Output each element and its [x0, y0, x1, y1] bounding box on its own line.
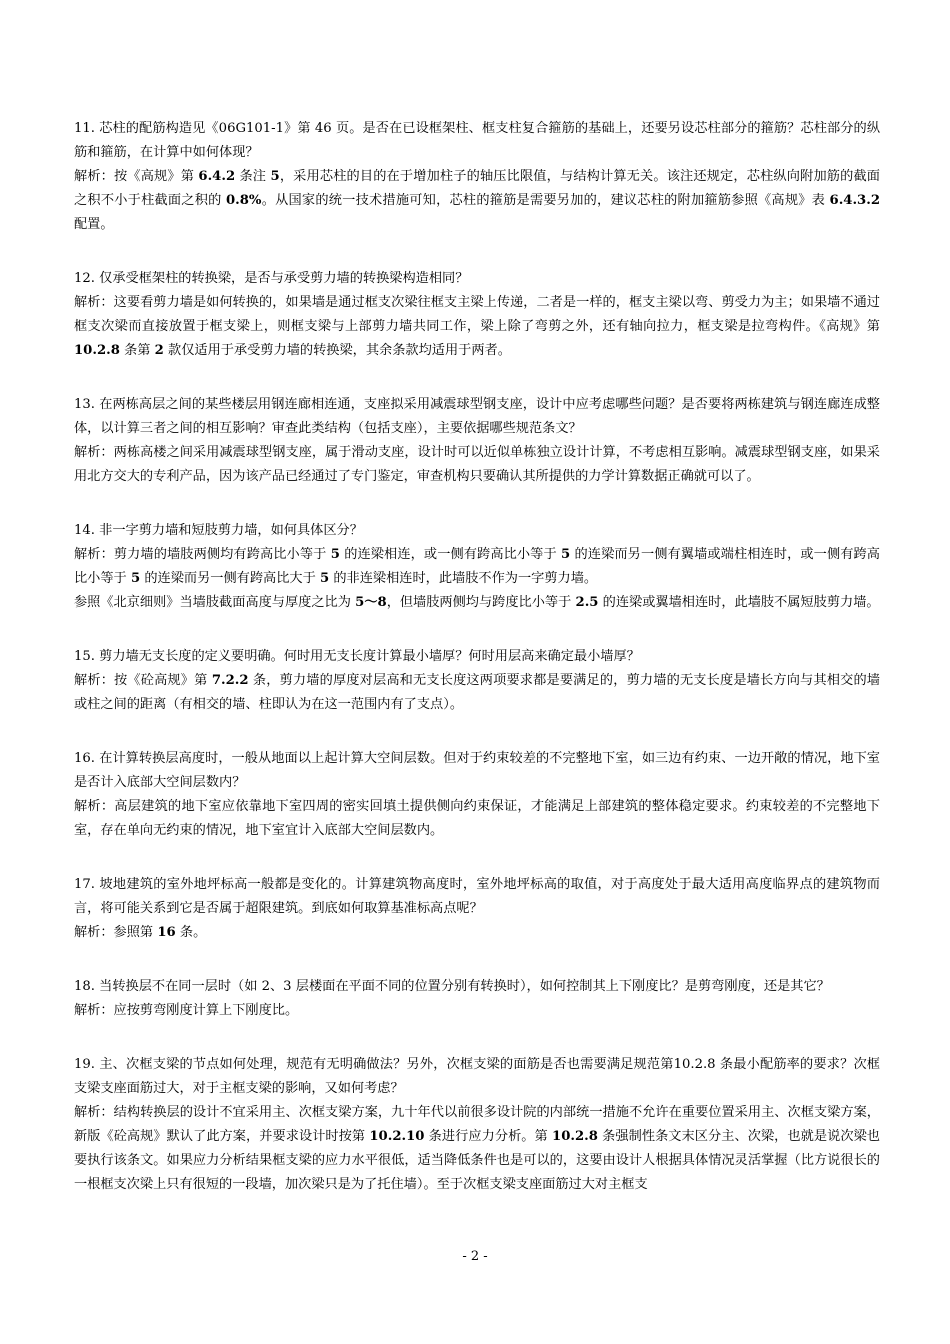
- bold-run: 2.5: [575, 595, 599, 610]
- text-run: 配置。: [74, 217, 114, 232]
- qa-block: [74, 975, 880, 1023]
- text-run: 解析：这要看剪力墙是如何转换的，如果墙是通过框支次梁往框支主梁上传递，二者是一样的，框支主梁以弯、剪受力为主；如果墙不通过框支次梁而直接放置于框支梁上，则框支梁与上部剪力墙共同工作，梁上除了弯剪之外，还有轴向拉力，框支梁是拉弯构件。《高规》第: [74, 295, 880, 334]
- question-text: [74, 747, 880, 795]
- bold-run: 5: [330, 547, 340, 562]
- text-run: 15. 剪力墙无支长度的定义要明确。何时用无支长度计算最小墙厚？何时用层高来确定最小墙厚？: [74, 649, 640, 664]
- text-run: 18. 当转换层不在同一层时（如 2、3 层楼面在平面不同的位置分别有转换时），如何控制其上下刚度比？是剪弯刚度，还是其它？: [74, 979, 830, 994]
- bold-run: 10.2.8: [74, 343, 120, 358]
- text-run: 条第: [119, 343, 155, 358]
- page-number: - 2 -: [462, 1249, 488, 1264]
- qa-block: [74, 747, 880, 843]
- bold-run: 6.4.3.2: [829, 193, 880, 208]
- text-run: 条强制性条文末区分主、次梁，也就是说次梁也要执行该条文。如果应力分析结果框支梁的应力水平很低，适当降低条件也是可以的，这要由设计人根据具体情况灵活掌握（比方说很长的一根框支次梁上只有很短的一段墙，加次梁只是为了托住墙）。至于次框支梁支座面筋过大对主框支: [74, 1129, 880, 1192]
- bold-run: 2: [154, 343, 164, 358]
- text-run: 解析：应按剪弯刚度计算上下刚度比。: [74, 1003, 299, 1018]
- text-run: ，采用芯柱的目的在于增加柱子的轴压比限值，与结构计算无关。该注还规定，芯柱纵向附加筋的截面之积不小于柱截面之积的: [74, 169, 880, 208]
- qa-block: [74, 393, 880, 489]
- text-run: 解析：高层建筑的地下室应依靠地下室四周的密实回填土提供侧向约束保证，才能满足上部建筑的整体稳定要求。约束较差的不完整地下室，存在单向无约束的情况，地下室宜计入底部大空间层数内。: [74, 799, 880, 838]
- bold-run: 5: [130, 571, 141, 586]
- text-run: 的连梁而另一侧有跨高比大于: [140, 571, 320, 586]
- question-text: [74, 975, 880, 999]
- text-run: 条注: [235, 169, 271, 184]
- question-text: [74, 519, 880, 543]
- qa-block: [74, 873, 880, 945]
- answer-text: [74, 165, 880, 237]
- text-run: 解析：按《高规》第: [74, 169, 199, 184]
- text-run: ，但墙肢两侧均与跨度比小等于: [386, 595, 576, 610]
- qa-block: [74, 1053, 880, 1197]
- bold-run: 7.2.2: [211, 673, 249, 688]
- text-run: 条，剪力墙的厚度对层高和无支长度这两项要求都是要满足的，剪力墙的无支长度是墙长方向与其相交的墙或柱之间的距离（有相交的墙、柱即认为在这一范围内有了支点）。: [74, 673, 880, 712]
- bold-run: 10.2.10: [369, 1129, 425, 1144]
- text-run: 解析：剪力墙的墙肢两侧均有跨高比小等于: [74, 547, 331, 562]
- question-text: [74, 117, 880, 165]
- document-body: [74, 117, 880, 1227]
- qa-block: [74, 267, 880, 363]
- text-run: 解析：按《砼高规》第: [74, 673, 212, 688]
- question-text: [74, 267, 880, 291]
- text-run: 条进行应力分析。第: [424, 1129, 553, 1144]
- bold-run: 5: [561, 547, 571, 562]
- text-run: 17. 坡地建筑的室外地坪标高一般都是变化的。计算建筑物高度时，室外地坪标高的取值，对于高度处于最大适用高度临界点的建筑物而言，将可能关系到它是否属于超限建筑。到底如何取算基准标高点呢？: [74, 877, 880, 916]
- answer-text: [74, 591, 880, 615]
- qa-block: [74, 117, 880, 237]
- text-run: 款仅适用于承受剪力墙的转换梁，其余条款均适用于两者。: [163, 343, 511, 358]
- answer-text: [74, 543, 880, 591]
- question-text: [74, 393, 880, 441]
- bold-run: 6.4.2: [198, 169, 236, 184]
- answer-text: [74, 291, 880, 363]
- question-text: [74, 645, 880, 669]
- answer-text: [74, 441, 880, 489]
- text-run: 的非连梁相连时，此墙肢不作为一字剪力墙。: [329, 571, 598, 586]
- bold-run: 5: [270, 169, 280, 184]
- question-text: [74, 1053, 880, 1101]
- answer-text: [74, 669, 880, 717]
- qa-block: [74, 645, 880, 717]
- answer-text: [74, 1101, 880, 1197]
- text-run: 条。: [175, 925, 207, 940]
- text-run: 13. 在两栋高层之间的某些楼层用钢连廊相连通，支座拟采用减震球型钢支座，设计中应考虑哪些问题？是否要将两栋建筑与钢连廊连成整体，以计算三者之间的相互影响？审查此类结构（包括支座），主要依据哪些规范条文？: [74, 397, 880, 436]
- bold-run: 0.8%: [225, 193, 262, 208]
- bold-run: 5: [319, 571, 330, 586]
- text-run: 16. 在计算转换层高度时，一般从地面以上起计算大空间层数。但对于约束较差的不完整地下室，如三边有约束、一边开敞的情况，地下室是否计入底部大空间层数内？: [74, 751, 880, 790]
- text-run: 11. 芯柱的配筋构造见《06G101-1》第 46 页。是否在已设框架柱、框支柱复合箍筋的基础上，还要另设芯柱部分的箍筋？芯柱部分的纵筋和箍筋，在计算中如何体现？: [74, 121, 881, 160]
- text-run: 的连梁而另一侧有翼墙或端柱相连时，或一侧有跨高比小等于: [74, 547, 880, 586]
- text-run: 14. 非一字剪力墙和短肢剪力墙，如何具体区分？: [74, 523, 363, 538]
- question-text: [74, 873, 880, 921]
- text-run: 解析：参照第: [74, 925, 158, 940]
- text-run: 的连梁或翼墙相连时，此墙肢不属短肢剪力墙。: [598, 595, 880, 610]
- answer-text: [74, 999, 880, 1023]
- text-run: 解析：两栋高楼之间采用减震球型钢支座，属于滑动支座，设计时可以近似单栋独立设计计算，不考虑相互影响。减震球型钢支座，如果采用北方交大的专利产品，因为该产品已经通过了专门鉴定，审查机构只要确认其所提供的力学计算数据正确就可以了。: [74, 445, 880, 484]
- text-run: 19. 主、次框支梁的节点如何处理，规范有无明确做法？另外，次框支梁的面筋是否也需要满足规范第10.2.8 条最小配筋率的要求？次框支梁支座面筋过大，对于主框支梁的影响，又如何考虑？: [74, 1057, 880, 1096]
- text-run: 解析：结构转换层的设计不宜采用主、次框支梁方案，九十年代以前很多设计院的内部统一措施不允许在重要位置采用主、次框支梁方案，新版《砼高规》默认了此方案，并要求设计时按第: [74, 1105, 880, 1144]
- text-run: 。从国家的统一技术措施可知，芯柱的箍筋是需要另加的，建议芯柱的附加箍筋参照《高规》表: [261, 193, 830, 208]
- text-run: 12. 仅承受框架柱的转换梁，是否与承受剪力墙的转换梁构造相同？: [74, 271, 469, 286]
- bold-run: 5～8: [355, 595, 387, 610]
- qa-block: [74, 519, 880, 615]
- answer-text: [74, 795, 880, 843]
- text-run: 参照《北京细则》当墙肢截面高度与厚度之比为: [74, 595, 356, 610]
- text-run: 的连梁相连，或一侧有跨高比小等于: [339, 547, 562, 562]
- bold-run: 16: [157, 925, 176, 940]
- bold-run: 10.2.8: [552, 1129, 598, 1144]
- answer-text: [74, 921, 880, 945]
